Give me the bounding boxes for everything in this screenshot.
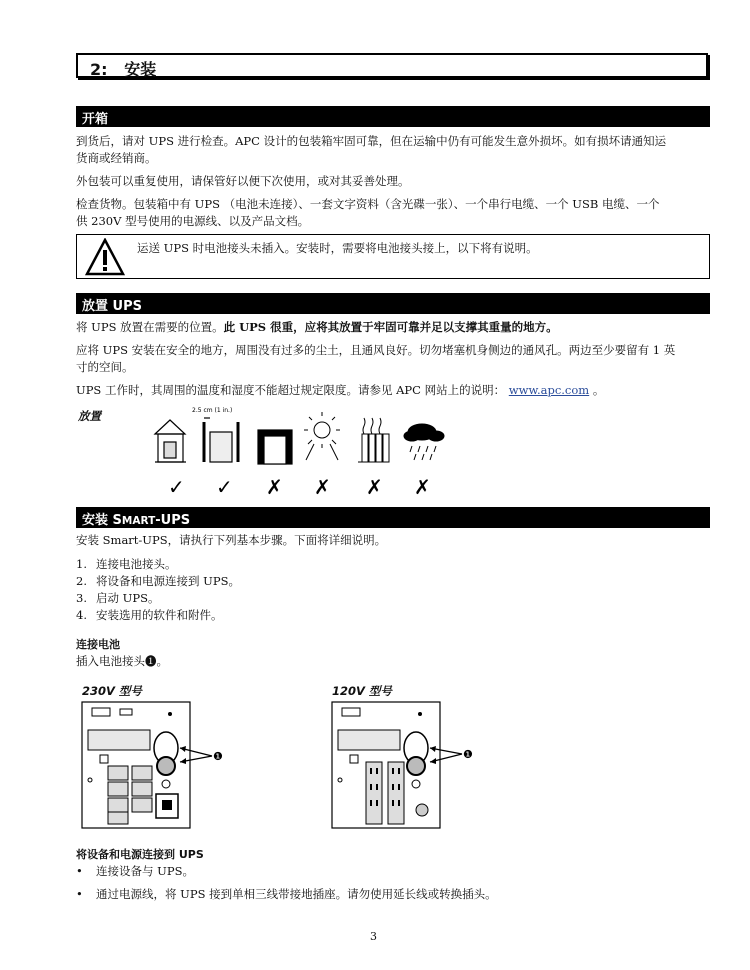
section-header-install: [76, 507, 710, 528]
section-title-unpack: 开箱: [82, 112, 109, 127]
list-item: [76, 590, 706, 607]
list-item: [76, 863, 194, 879]
page-number: 3: [370, 930, 377, 943]
cross-mark-2: ✗: [314, 475, 331, 499]
unpack-paragraph-2: 外包装可以重复使用，请保管好以便下次使用，或对其妥善处理。: [76, 174, 410, 188]
ups-120v-rear-diagram: [330, 700, 480, 830]
check-mark-2: ✓: [216, 475, 233, 499]
warning-triangle-icon: [85, 238, 125, 276]
bullet-text: 连接设备与 UPS。: [96, 864, 194, 878]
chapter-header: [76, 53, 708, 78]
step-text: 安装选用的软件和附件。: [96, 608, 223, 622]
step-text: 连接电池接头。: [96, 557, 177, 571]
chapter-title: 2: 安装: [90, 60, 157, 79]
place-paragraph-1: [76, 319, 706, 336]
cross-mark-4: ✗: [414, 475, 431, 499]
rain-cloud-icon: [404, 424, 444, 460]
model-120-label: 120V 型号: [332, 684, 392, 698]
unpack-p3-line1: 检查货物。包装箱中有 UPS （电池未连接）、一套文字资料（含光碟一张）、一个串行电缆、一个 USB 电缆、一个: [76, 197, 660, 211]
callout-number-120v: ❶: [463, 748, 473, 761]
enclosed-placement-icon: [258, 430, 292, 464]
placement-figure: [150, 404, 450, 500]
model-230-label: 230V 型号: [82, 684, 142, 698]
section-header-place: [76, 293, 710, 314]
placement-figure-label: 放置: [78, 409, 101, 423]
clearance-placement-icon: [204, 418, 238, 462]
list-item: [76, 607, 706, 624]
unpack-p1-line2: 货商或经销商。: [76, 151, 157, 165]
unpack-paragraph-3: [76, 196, 706, 230]
connect-battery-text: 插入电池接头❶。: [76, 654, 168, 668]
install-title-mart: MART: [121, 515, 156, 527]
section-header-unpack: [76, 106, 710, 127]
check-mark-1: ✓: [168, 475, 185, 499]
house-placement-icon: [155, 420, 186, 462]
bullet-icon: •: [76, 887, 83, 901]
step-number: 1.: [76, 557, 87, 571]
step-text: 将设备和电源连接到 UPS。: [96, 574, 240, 588]
list-item: [76, 886, 497, 902]
step-number: 2.: [76, 574, 87, 588]
dimension-label: 2.5 cm (1 in.): [192, 407, 233, 414]
bullet-icon: •: [76, 864, 83, 878]
install-title-prefix: 安装: [82, 513, 113, 528]
unpack-p1-line1: 到货后，请对 UPS 进行检查。APC 设计的包装箱牢固可靠，但在运输中仍有可能发生意外损坏。如有损坏请通知运: [76, 134, 667, 148]
place-paragraph-3: [76, 382, 706, 399]
install-intro: 安装 Smart-UPS，请执行下列基本步骤。下面将详细说明。: [76, 533, 387, 547]
warning-text: 运送 UPS 时电池接头未插入。安装时，需要将电池接头接上，以下将有说明。: [137, 241, 538, 255]
connect-battery-heading: 连接电池: [76, 638, 120, 651]
sun-heat-icon: [304, 412, 340, 460]
place-p2-line1: 应将 UPS 安装在安全的地方，周围没有过多的尘土，且通风良好。切勿堵塞机身侧边的通风孔。两边至少要留有 1 英: [76, 343, 676, 357]
place-p3-end: 。: [592, 383, 605, 397]
step-text: 启动 UPS。: [96, 591, 160, 605]
install-title-suffix: -UPS: [155, 513, 191, 528]
place-p1-normal: 将 UPS 放置在需要的位置。: [76, 320, 224, 334]
place-p2-line2: 寸的空间。: [76, 360, 134, 374]
unpack-p3-line2: 供 230V 型号使用的电源线、以及产品文档。: [76, 214, 310, 228]
step-number: 4.: [76, 608, 87, 622]
ups-230v-rear-diagram: [80, 700, 230, 830]
connect-equipment-heading: 将设备和电源连接到 UPS: [76, 848, 204, 861]
callout-number-230v: ❶: [213, 750, 223, 763]
bullet-text: 通过电源线，将 UPS 接到单相三线带接地插座。请勿使用延长线或转换插头。: [96, 887, 497, 901]
install-steps-list: [76, 556, 706, 624]
radiator-heat-icon: [358, 418, 389, 462]
warning-box: [76, 234, 710, 279]
list-item: [76, 556, 706, 573]
place-p1-bold: 此 UPS 很重，应将其放置于牢固可靠并足以支撑其重量的地方。: [223, 320, 558, 334]
place-p3-text: UPS 工作时，其周围的温度和湿度不能超过规定限度。请参见 APC 网站上的说明：: [76, 383, 506, 397]
list-item: [76, 573, 706, 590]
section-title-place: 放置 UPS: [82, 299, 142, 314]
install-title-s: S: [112, 513, 122, 528]
step-number: 3.: [76, 591, 87, 605]
apc-website-link[interactable]: www.apc.com: [508, 383, 590, 397]
cross-mark-3: ✗: [366, 475, 383, 499]
cross-mark-1: ✗: [266, 475, 283, 499]
place-paragraph-2: [76, 342, 706, 376]
unpack-paragraph-1: [76, 133, 706, 167]
